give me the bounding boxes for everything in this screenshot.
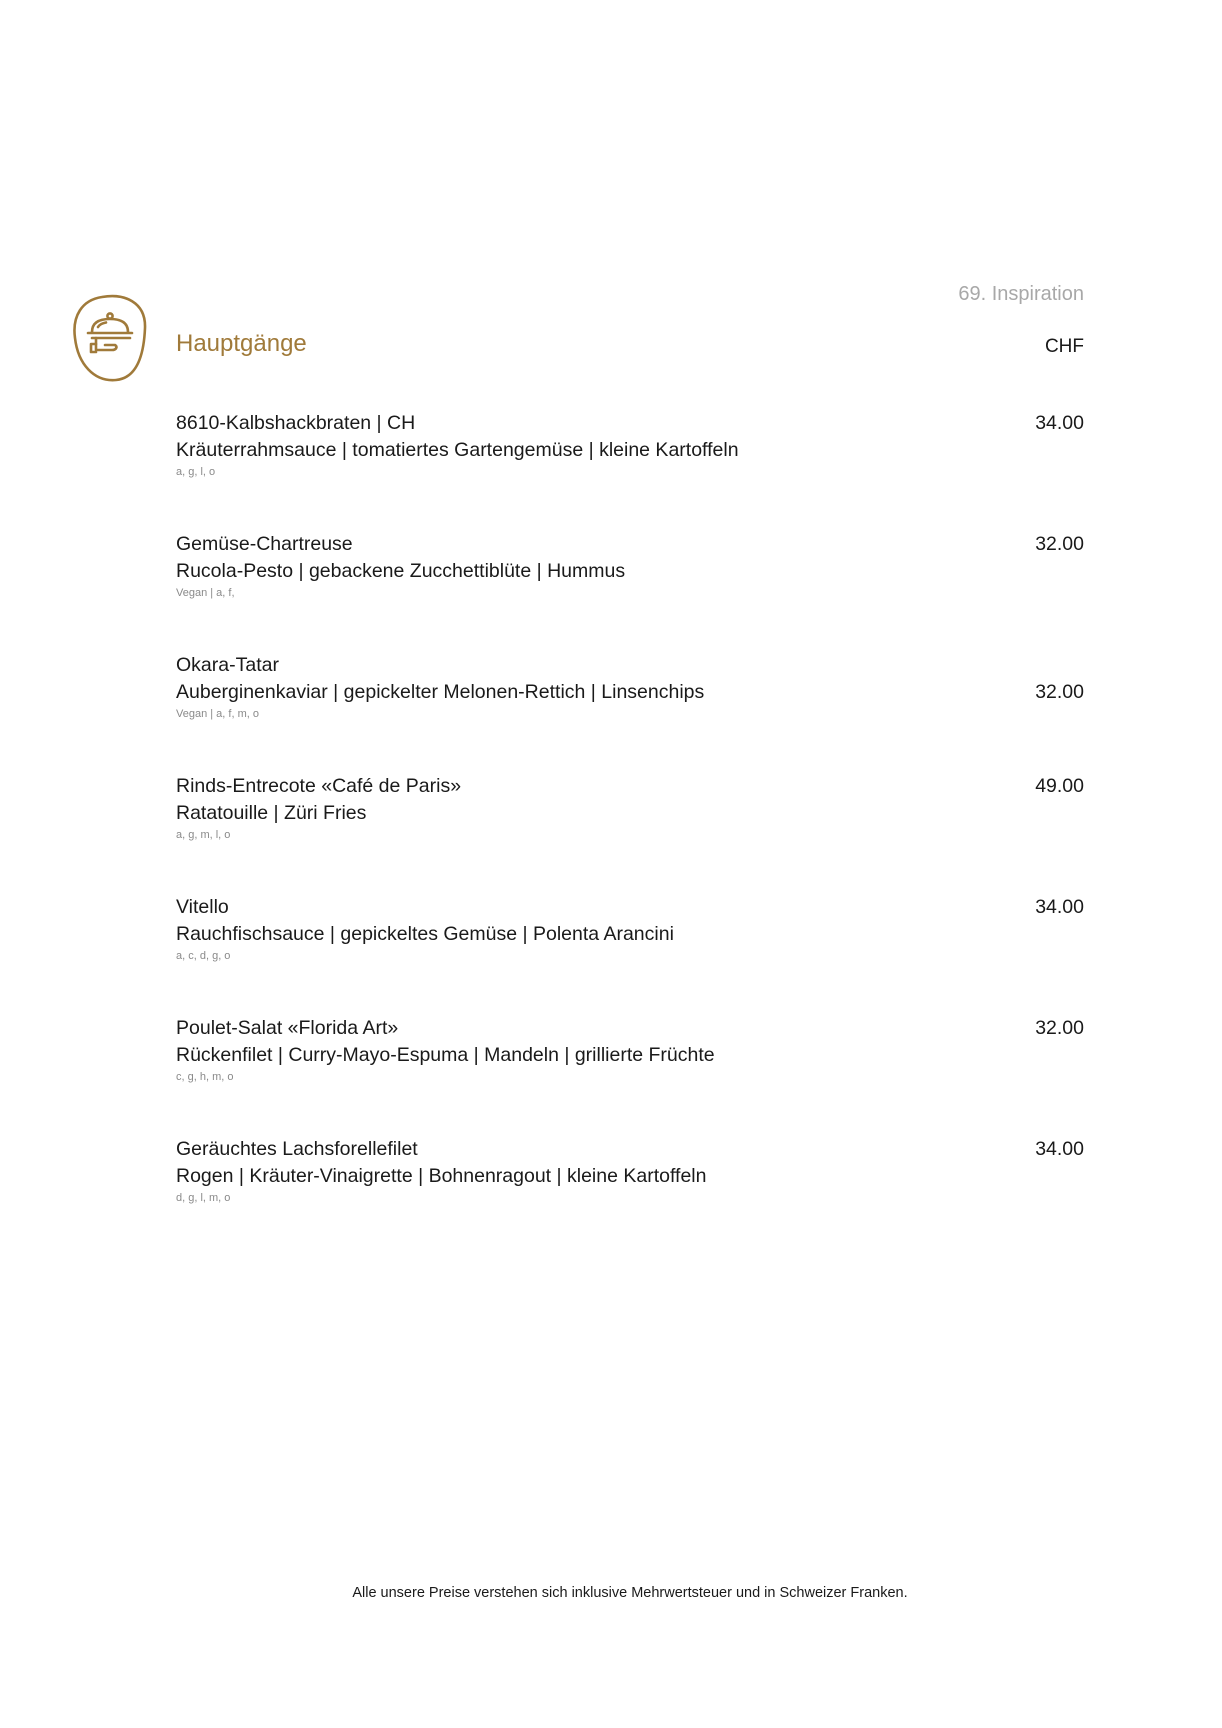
item-allergens: a, g, l, o xyxy=(176,466,216,478)
item-name: 8610-Kalbshackbraten | CH xyxy=(176,412,416,434)
menu-item xyxy=(176,1015,1084,1136)
item-price: 49.00 xyxy=(1035,775,1084,797)
item-name: Rinds-Entrecote «Café de Paris» xyxy=(176,775,462,797)
menu-item xyxy=(176,652,1084,773)
menu-item xyxy=(176,410,1084,531)
menu-list xyxy=(176,410,1084,1257)
item-name: Geräuchtes Lachsforellefilet xyxy=(176,1138,418,1160)
currency-label: CHF xyxy=(1044,336,1084,357)
menu-item xyxy=(176,531,1084,652)
item-description: Kräuterrahmsauce | tomatiertes Gartengemüse | kleine Kartoffeln xyxy=(176,439,739,461)
item-allergens: Vegan | a, f, xyxy=(176,587,235,599)
item-description: Rauchfischsauce | gepickeltes Gemüse | Polenta Arancini xyxy=(176,923,674,945)
item-allergens: a, g, m, l, o xyxy=(176,829,231,841)
item-name: Okara-Tatar xyxy=(176,654,279,676)
section-title: Hauptgänge xyxy=(176,330,307,357)
item-name: Gemüse-Chartreuse xyxy=(176,533,353,555)
item-price: 34.00 xyxy=(1035,1138,1084,1160)
item-description: Auberginenkaviar | gepickelter Melonen-Rettich | Linsenchips xyxy=(176,681,705,703)
menu-item xyxy=(176,1136,1084,1257)
item-price: 34.00 xyxy=(1035,896,1084,918)
item-allergens: d, g, l, m, o xyxy=(176,1192,231,1204)
cloche-serving-icon xyxy=(72,294,148,382)
menu-item xyxy=(176,773,1084,894)
price-disclaimer: Alle unsere Preise verstehen sich inklusive Mehrwertsteuer und in Schweizer Franken. xyxy=(352,1585,908,1601)
item-price: 32.00 xyxy=(1035,681,1084,703)
item-description: Rucola-Pesto | gebackene Zucchettiblüte | Hummus xyxy=(176,560,626,582)
item-price: 32.00 xyxy=(1035,533,1084,555)
menu-item xyxy=(176,894,1084,1015)
item-description: Ratatouille | Züri Fries xyxy=(176,802,367,824)
menu-edition-label: 69. Inspiration xyxy=(958,283,1084,305)
item-name: Vitello xyxy=(176,896,229,918)
item-description: Rückenfilet | Curry-Mayo-Espuma | Mandeln | grillierte Früchte xyxy=(176,1044,715,1066)
item-allergens: c, g, h, m, o xyxy=(176,1071,234,1083)
item-price: 34.00 xyxy=(1035,412,1084,434)
item-allergens: Vegan | a, f, m, o xyxy=(176,708,259,720)
item-allergens: a, c, d, g, o xyxy=(176,950,231,962)
item-name: Poulet-Salat «Florida Art» xyxy=(176,1017,399,1039)
item-description: Rogen | Kräuter-Vinaigrette | Bohnenragout | kleine Kartoffeln xyxy=(176,1165,707,1187)
item-price: 32.00 xyxy=(1035,1017,1084,1039)
